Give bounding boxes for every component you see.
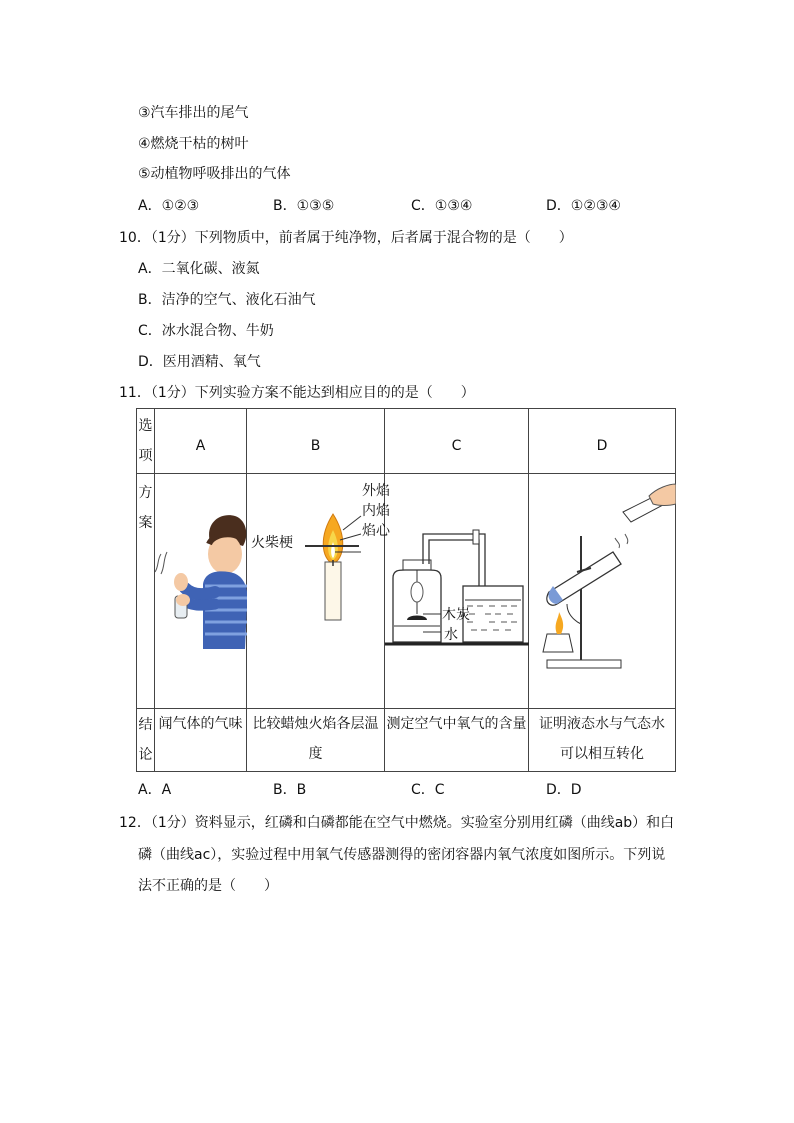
q9-option-d[interactable]: D．①②③④ [546, 198, 621, 214]
row-label-char: 选 [138, 418, 153, 434]
q12-line-1: 12．（1分）资料显示，红磷和白磷都能在空气中燃烧。实验室分别用红磷（曲线ab）和白 [119, 815, 675, 831]
q11-option-c[interactable]: C．C [411, 782, 445, 798]
conclusion-b [247, 709, 385, 772]
row-label-char: 论 [138, 747, 153, 763]
q12-line-3: 法不正确的是（ ） [138, 878, 278, 894]
q9-option-a[interactable]: A．①②③ [138, 198, 200, 214]
q11-option-b[interactable]: B．B [273, 782, 307, 798]
table-plan-row [137, 474, 676, 709]
column-header-label: A [195, 438, 206, 454]
row-label-char: 项 [138, 448, 153, 464]
conclusion-text: 比较蜡烛火焰各层温度 [252, 716, 379, 762]
row-label-char: 案 [138, 515, 153, 531]
q10-option-b[interactable]: B．洁净的空气、液化石油气 [138, 292, 316, 308]
figure-c-cell [385, 474, 529, 709]
column-header-d [529, 409, 676, 474]
q12-line-2: 磷（曲线ac），实验过程中用氧气传感器测得的密闭容器内氧气浓度如图所示。下列说 [138, 847, 666, 863]
q10-option-c[interactable]: C．冰水混合物、牛奶 [138, 323, 274, 339]
conclusion-d [529, 709, 676, 772]
column-header-c [385, 409, 529, 474]
row-label-char: 方 [138, 485, 153, 501]
q11-stem: 11．（1分）下列实验方案不能达到相应目的的是（ ） [119, 385, 475, 401]
q11-option-d[interactable]: D．D [546, 782, 582, 798]
q10-stem: 10．（1分）下列物质中，前者属于纯净物，后者属于混合物的是（ ） [119, 230, 573, 246]
figure-b-cell [247, 474, 390, 709]
q9-option-b[interactable]: B．①③⑤ [273, 198, 335, 214]
row-label-char: 结 [138, 717, 153, 733]
water-condensation-apparatus [529, 474, 676, 708]
label-match-stick: 火柴梗 [251, 535, 293, 551]
figure-a-cell [155, 474, 247, 709]
figure-d-cell [529, 474, 676, 709]
label-water: 水 [444, 627, 458, 643]
column-header-label: C [451, 438, 462, 454]
table-conclusion-row [137, 709, 676, 772]
conclusion-text: 测定空气中氧气的含量 [386, 716, 527, 732]
q11-option-a[interactable]: A．A [138, 782, 172, 798]
conclusion-c [385, 709, 529, 772]
boy-smelling-illustration [155, 474, 247, 708]
label-inner-flame: 内焰 [362, 503, 390, 519]
column-header-label: B [310, 438, 321, 454]
table-header-row [137, 409, 676, 474]
conclusion-text: 闻气体的气味 [158, 716, 243, 732]
q10-option-d[interactable]: D．医用酒精、氧气 [138, 354, 261, 370]
row-label-plan [137, 474, 155, 709]
label-flame-core: 焰心 [362, 523, 390, 539]
q9-item-4: ④燃烧干枯的树叶 [138, 136, 249, 152]
column-header-b [247, 409, 385, 474]
row-label-conclusion [137, 709, 155, 772]
conclusion-text: 证明液态水与气态水可以相互转化 [539, 716, 665, 762]
q10-option-a[interactable]: A．二氧化碳、液氮 [138, 261, 260, 277]
column-header-a [155, 409, 247, 474]
oxygen-measurement-apparatus [385, 474, 529, 708]
experiment-table [136, 408, 676, 772]
label-charcoal: 木炭 [442, 607, 470, 623]
column-header-label: D [596, 438, 608, 454]
label-outer-flame: 外焰 [362, 483, 390, 499]
q9-option-c[interactable]: C．①③④ [411, 198, 473, 214]
row-label-option [137, 409, 155, 474]
conclusion-a [155, 709, 247, 772]
q9-item-5: ⑤动植物呼吸排出的气体 [138, 166, 291, 182]
q9-item-3: ③汽车排出的尾气 [138, 105, 249, 121]
